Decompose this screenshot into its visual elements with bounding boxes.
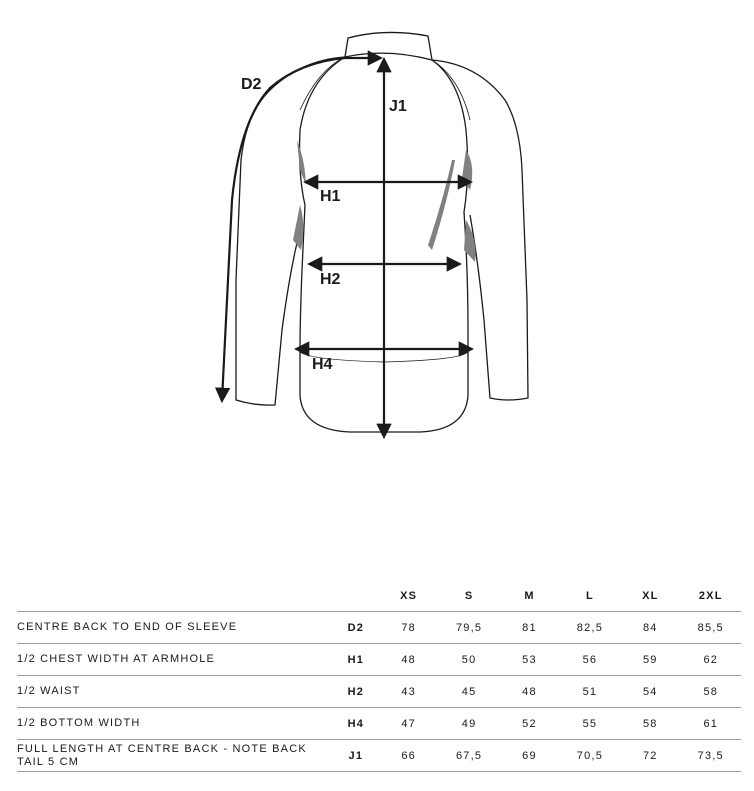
size-value: 50 [439, 644, 499, 676]
size-value: 56 [560, 644, 620, 676]
size-value: 79,5 [439, 612, 499, 644]
size-value: 51 [560, 676, 620, 708]
size-value: 52 [499, 708, 559, 740]
size-value: 72 [620, 740, 680, 772]
size-value: 85,5 [681, 612, 741, 644]
h2-label: H2 [320, 271, 341, 288]
size-value: 69 [499, 740, 559, 772]
table-row [17, 644, 741, 676]
size-value: 81 [499, 612, 559, 644]
size-value: 67,5 [439, 740, 499, 772]
table-row [17, 676, 741, 708]
size-header-row [17, 580, 741, 612]
d2-label: D2 [241, 76, 262, 93]
size-value: 43 [378, 676, 438, 708]
size-value: 49 [439, 708, 499, 740]
measurement-code: H1 [333, 644, 378, 676]
size-value: 55 [560, 708, 620, 740]
size-header: S [439, 580, 499, 612]
measurement-code: J1 [333, 740, 378, 772]
size-value: 62 [681, 644, 741, 676]
h4-label: H4 [312, 356, 333, 373]
size-value: 59 [620, 644, 680, 676]
size-value: 82,5 [560, 612, 620, 644]
size-value: 73,5 [681, 740, 741, 772]
h1-label: H1 [320, 188, 341, 205]
jacket-outline [236, 32, 528, 432]
size-value: 58 [620, 708, 680, 740]
measurement-label: 1/2 WAIST [17, 676, 333, 708]
size-header: XS [378, 580, 438, 612]
j1-label: J1 [389, 98, 407, 115]
size-value: 47 [378, 708, 438, 740]
size-header: L [560, 580, 620, 612]
size-value: 61 [681, 708, 741, 740]
measurement-code: H2 [333, 676, 378, 708]
size-value: 58 [681, 676, 741, 708]
table-row [17, 708, 741, 740]
measurement-code: D2 [333, 612, 378, 644]
measurement-label: FULL LENGTH AT CENTRE BACK - NOTE BACK TAIL 5 CM [17, 740, 333, 772]
size-value: 45 [439, 676, 499, 708]
size-value: 54 [620, 676, 680, 708]
size-value: 84 [620, 612, 680, 644]
measurement-label: CENTRE BACK TO END OF SLEEVE [17, 612, 333, 644]
size-header: M [499, 580, 559, 612]
table-row [17, 612, 741, 644]
size-value: 48 [499, 676, 559, 708]
measurement-label: 1/2 CHEST WIDTH AT ARMHOLE [17, 644, 333, 676]
size-chart-table [17, 580, 741, 772]
measurement-label: 1/2 BOTTOM WIDTH [17, 708, 333, 740]
size-value: 70,5 [560, 740, 620, 772]
size-header: 2XL [681, 580, 741, 612]
size-value: 78 [378, 612, 438, 644]
size-value: 48 [378, 644, 438, 676]
table-row [17, 740, 741, 772]
size-header: XL [620, 580, 680, 612]
measurement-code: H4 [333, 708, 378, 740]
size-value: 53 [499, 644, 559, 676]
size-value: 66 [378, 740, 438, 772]
